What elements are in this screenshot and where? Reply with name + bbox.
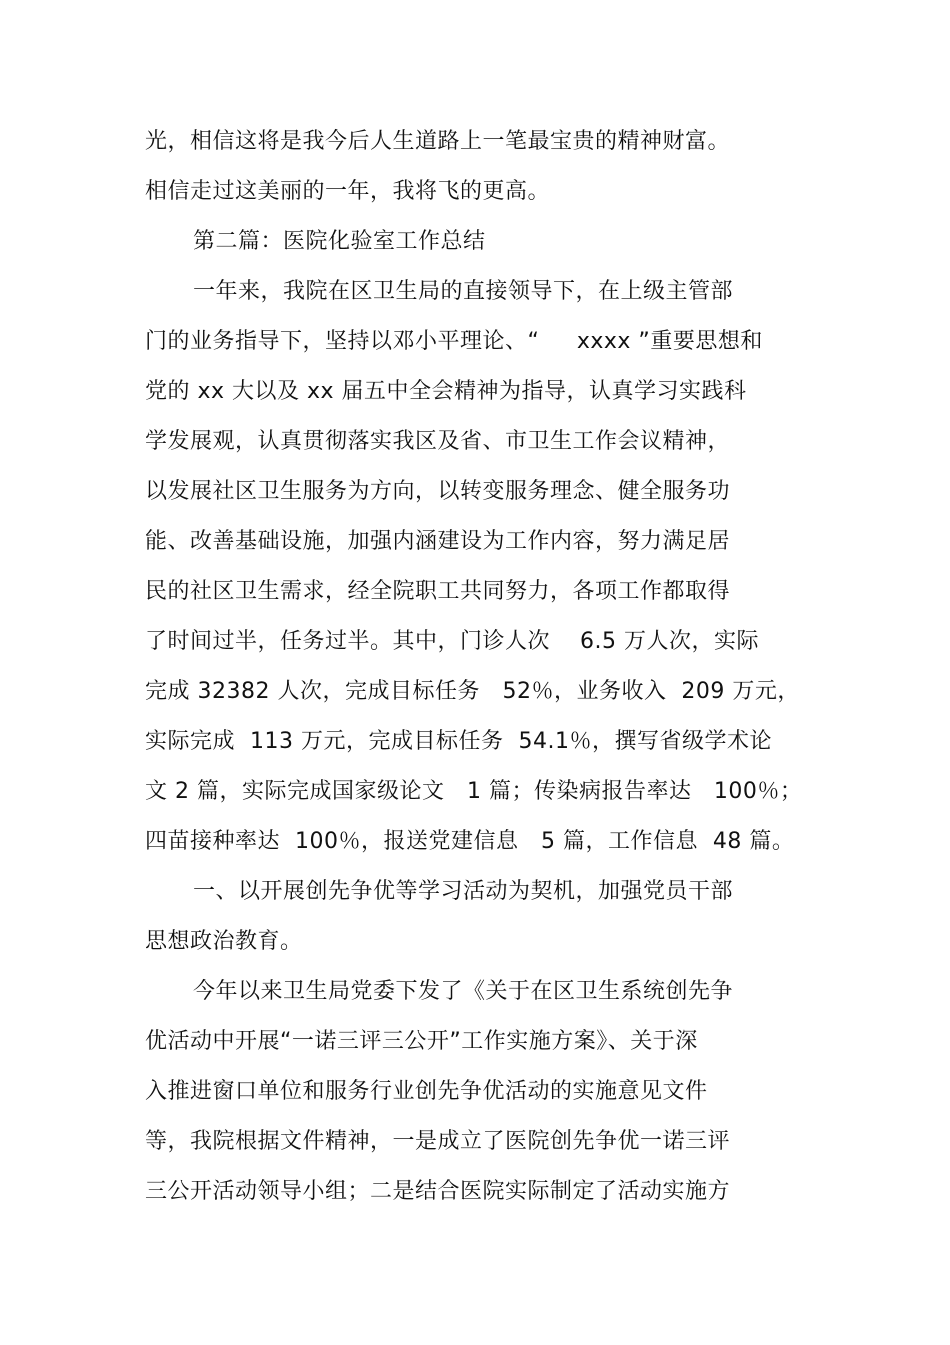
- text-line: 优活动中开展“一诺三评三公开”工作实施方案》、关于深: [145, 1029, 698, 1054]
- text-line: 门的业务指导下，坚持以邓小平理论、“ xxxx ”重要思想和: [145, 329, 763, 354]
- text-line: 三公开活动领导小组；二是结合医院实际制定了活动实施方: [145, 1179, 731, 1204]
- text-line: 了时间过半，任务过半。其中，门诊人次 6.5 万人次，实际: [145, 629, 759, 654]
- text-line: 光，相信这将是我今后人生道路上一笔最宝贵的精神财富。: [145, 129, 731, 154]
- text-line: 党的 xx 大以及 xx 届五中全会精神为指导，认真学习实践科: [145, 379, 747, 404]
- text-line: 学发展观，认真贯彻落实我区及省、市卫生工作会议精神，: [145, 429, 731, 454]
- text-line: 实际完成 113 万元，完成目标任务 54.1％，撰写省级学术论: [145, 729, 772, 754]
- text-line: 四苗接种率达 100％，报送党建信息 5 篇，工作信息 48 篇。: [145, 829, 795, 854]
- subsection-heading-cont: 思想政治教育。: [145, 929, 303, 954]
- text-line: 相信走过这美丽的一年，我将飞的更高。: [145, 179, 551, 204]
- text-line: 完成 32382 人次，完成目标任务 52％，业务收入 209 万元，: [145, 679, 800, 704]
- text-line: 等，我院根据文件精神，一是成立了医院创先争优一诺三评: [145, 1129, 731, 1154]
- text-line: 入推进窗口单位和服务行业创先争优活动的实施意见文件: [145, 1079, 708, 1104]
- section-heading: 第二篇：医院化验室工作总结: [193, 229, 486, 254]
- subsection-heading: 一、以开展创先争优等学习活动为契机，加强党员干部: [193, 879, 734, 904]
- text-line: 以发展社区卫生服务为方向，以转变服务理念、健全服务功: [145, 479, 731, 504]
- text-line: 民的社区卫生需求，经全院职工共同努力，各项工作都取得: [145, 579, 731, 604]
- text-line: 今年以来卫生局党委下发了《关于在区卫生系统创先争: [193, 979, 734, 1004]
- text-line: 能、改善基础设施，加强内涵建设为工作内容，努力满足居: [145, 529, 731, 554]
- text-line: 一年来，我院在区卫生局的直接领导下，在上级主管部: [193, 279, 734, 304]
- text-line: 文 2 篇，实际完成国家级论文 1 篇；传染病报告率达 100％；: [145, 779, 803, 804]
